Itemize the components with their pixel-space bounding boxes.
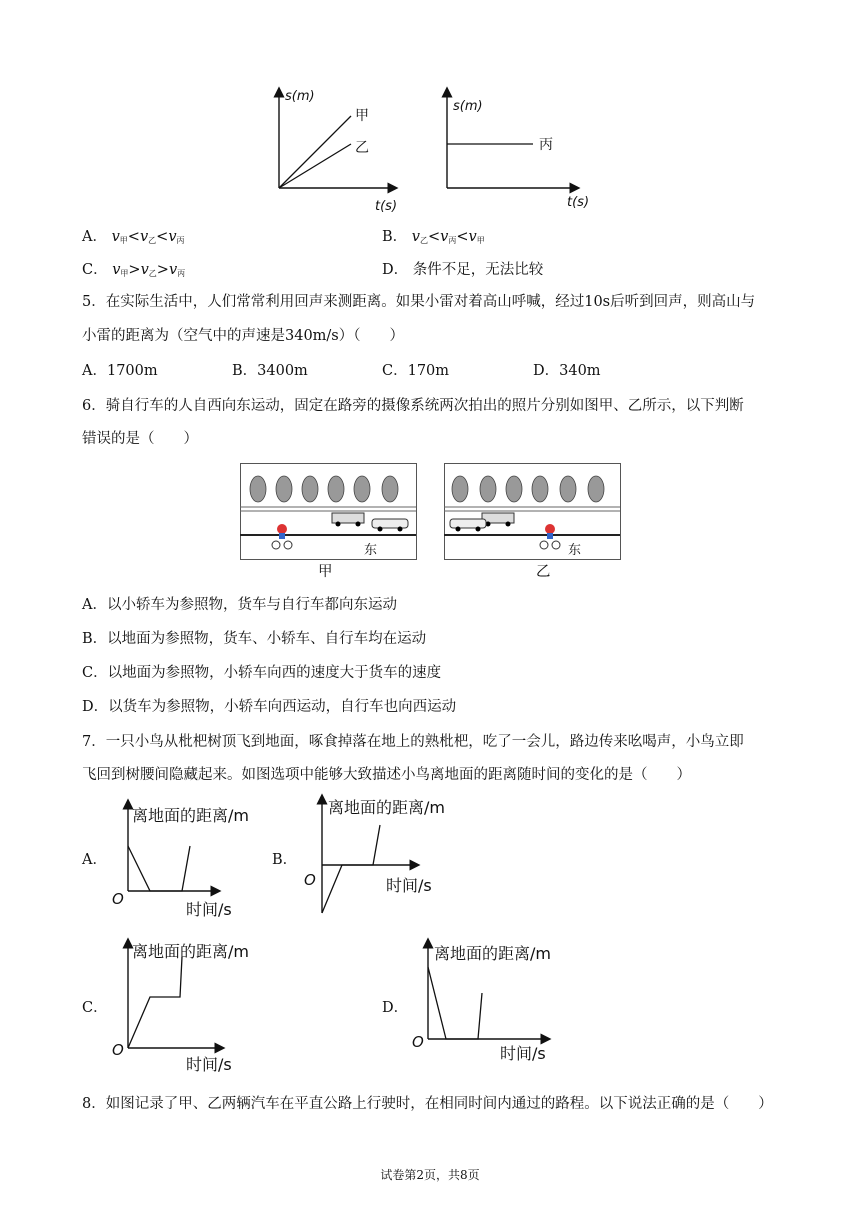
svg-text:O: O — [412, 1033, 424, 1051]
axis-label-x: t(s) — [375, 199, 398, 214]
q6-option-b[interactable]: B．以地面为参照物，货车、小轿车、自行车均在运动 — [82, 631, 427, 647]
q4-option-d[interactable]: D． 条件不足，无法比较 — [382, 262, 544, 278]
q5-stem-line2: 小雷的距离为（空气中的声速是340m/s）（ ） — [82, 328, 405, 344]
east-label: 东 — [364, 543, 378, 558]
photo-yi — [444, 463, 624, 563]
svg-text:离地面的距离/m: 离地面的距离/m — [328, 798, 445, 817]
svg-text:O: O — [112, 890, 124, 908]
q4-option-b[interactable]: B． $v_乙<v_丙<v_甲$ — [382, 229, 485, 245]
q6-stem-line2: 错误的是（ ） — [82, 431, 198, 447]
graph-s-t-right — [433, 82, 593, 212]
east-label: 东 — [568, 543, 582, 558]
q7-option-c-label[interactable]: C． — [82, 1000, 108, 1016]
svg-text:时间/s: 时间/s — [386, 876, 432, 895]
svg-text:离地面的距离/m: 离地面的距离/m — [434, 944, 551, 963]
q7-graph-c[interactable] — [110, 935, 280, 1074]
svg-text:时间/s: 时间/s — [500, 1044, 546, 1063]
svg-text:离地面的距离/m: 离地面的距离/m — [132, 942, 249, 961]
q8-stem-line1: 8．如图记录了甲、乙两辆汽车在平直公路上行驶时，在相同时间内通过的路程。以下说法正确的是（ ） — [82, 1096, 773, 1112]
photo-jia-caption: 甲 — [318, 564, 333, 580]
page-footer: 试卷第2页，共8页 — [380, 1168, 480, 1182]
photo-yi-caption: 乙 — [536, 564, 551, 580]
q7-stem-line2: 飞回到树腰间隐藏起来。如图选项中能够大致描述小鸟离地面的距离随时间的变化的是（ ） — [82, 767, 691, 783]
axis-label-x: t(s) — [567, 195, 590, 210]
line-label-jia: 甲 — [355, 108, 369, 124]
q5-option-b[interactable]: B．3400m — [232, 363, 308, 379]
q6-option-a[interactable]: A．以小轿车为参照物，货车与自行车都向东运动 — [82, 597, 397, 613]
svg-text:离地面的距离/m: 离地面的距离/m — [132, 806, 249, 825]
svg-text:O: O — [112, 1041, 124, 1059]
q7-graph-b[interactable] — [300, 795, 500, 920]
q7-option-a-label[interactable]: A． — [82, 852, 107, 868]
svg-text:时间/s: 时间/s — [186, 1055, 232, 1074]
q6-option-d[interactable]: D．以货车为参照物，小轿车向西运动，自行车也向西运动 — [82, 699, 457, 715]
graph-s-t-left — [265, 82, 405, 212]
q4-option-c[interactable]: C． $v_甲>v_乙>v_丙$ — [82, 262, 186, 278]
axis-label-y: s(m) — [453, 99, 483, 114]
svg-text:时间/s: 时间/s — [186, 900, 232, 919]
q5-option-a[interactable]: A．1700m — [82, 363, 158, 379]
q7-graph-a[interactable] — [110, 800, 280, 925]
q5-option-c[interactable]: C．170m — [382, 363, 450, 379]
q7-graph-d[interactable] — [408, 937, 608, 1067]
photo-jia — [240, 463, 420, 563]
q7-stem-line1: 7．一只小鸟从枇杷树顶飞到地面，啄食掉落在地上的熟枇杷，吃了一会儿，路边传来吆喝声，小鸟立即 — [82, 734, 744, 750]
q7-option-d-label[interactable]: D． — [382, 1000, 409, 1016]
q5-option-d[interactable]: D．340m — [533, 363, 601, 379]
svg-text:O: O — [304, 871, 316, 889]
q6-option-c[interactable]: C．以地面为参照物，小轿车向西的速度大于货车的速度 — [82, 665, 442, 681]
line-label-yi: 乙 — [355, 140, 369, 156]
q5-stem-line1: 5．在实际生活中，人们常常利用回声来测距离。如果小雷对着高山呼喊，经过10s后听到回声，则高山与 — [82, 294, 756, 310]
q6-stem-line1: 6．骑自行车的人自西向东运动，固定在路旁的摄像系统两次拍出的照片分别如图甲、乙所示，以下判断 — [82, 398, 744, 414]
q7-option-b-label[interactable]: B． — [272, 852, 298, 868]
axis-label-y: s(m) — [285, 89, 315, 104]
line-label-bing: 丙 — [539, 137, 553, 153]
q4-option-a[interactable]: A． $v_甲<v_乙<v_丙$ — [82, 229, 185, 245]
